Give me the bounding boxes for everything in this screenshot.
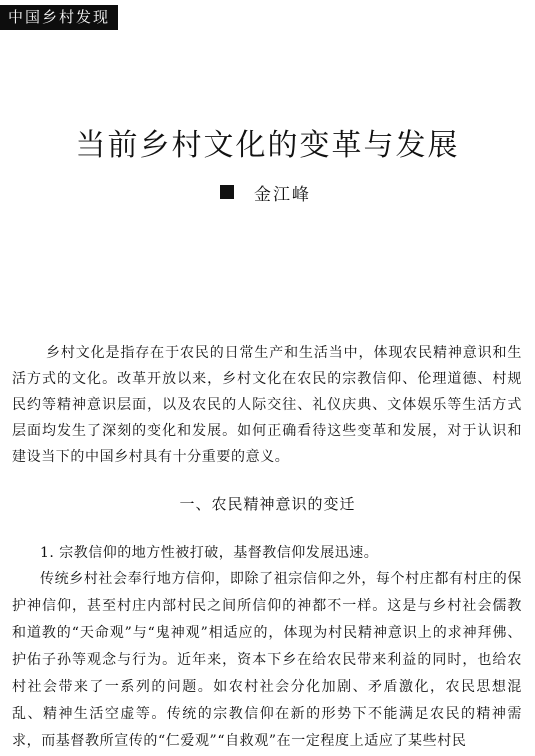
subsection-heading: 1. 宗教信仰的地方性被打破，基督教信仰发展迅速。 (40, 545, 379, 561)
article-title: 当前乡村文化的变革与发展 (75, 128, 460, 163)
section-tag: 中国乡村发现 (0, 5, 118, 30)
byline (220, 181, 311, 203)
square-bullet-icon (220, 185, 234, 199)
author-name: 金江峰 (254, 184, 311, 205)
abstract-paragraph: 乡村文化是指存在于农民的日常生产和生活当中，体现农民精神意识和生活方式的文化。改革开放以来，乡村文化在农民的宗教信仰、伦理道德、村规民约等精神意识层面，以及农民的人际交往、礼仪庆典、文体娱乐等生活方式层面均发生了深刻的变化和发展。如何正确看待这些变革和发展，对于认识和建设当下的中国乡村具有十分重要的意义。 (12, 345, 522, 465)
section-heading: 一、农民精神意识的变迁 (179, 495, 356, 513)
body-paragraph: 传统乡村社会奉行地方信仰，即除了祖宗信仰之外，每个村庄都有村庄的保护神信仰，甚至村庄内部村民之间所信仰的神都不一样。这是与乡村社会儒教和道教的“天命观”与“鬼神观”相适应的，体现为村民精神意识上的求神拜佛、护佑子孙等观念与行为。近年来，资本下乡在给农民带来利益的同时，也给农村社会带来了一系列的问题。如农村社会分化加剧、矛盾激化，农民思想混乱、精神生活空虚等。传统的宗教信仰在新的形势下不能满足农民的精神需求，而基督教所宣传的“仁爱观”“自救观”在一定程度上适应了某些村民 (12, 571, 522, 749)
